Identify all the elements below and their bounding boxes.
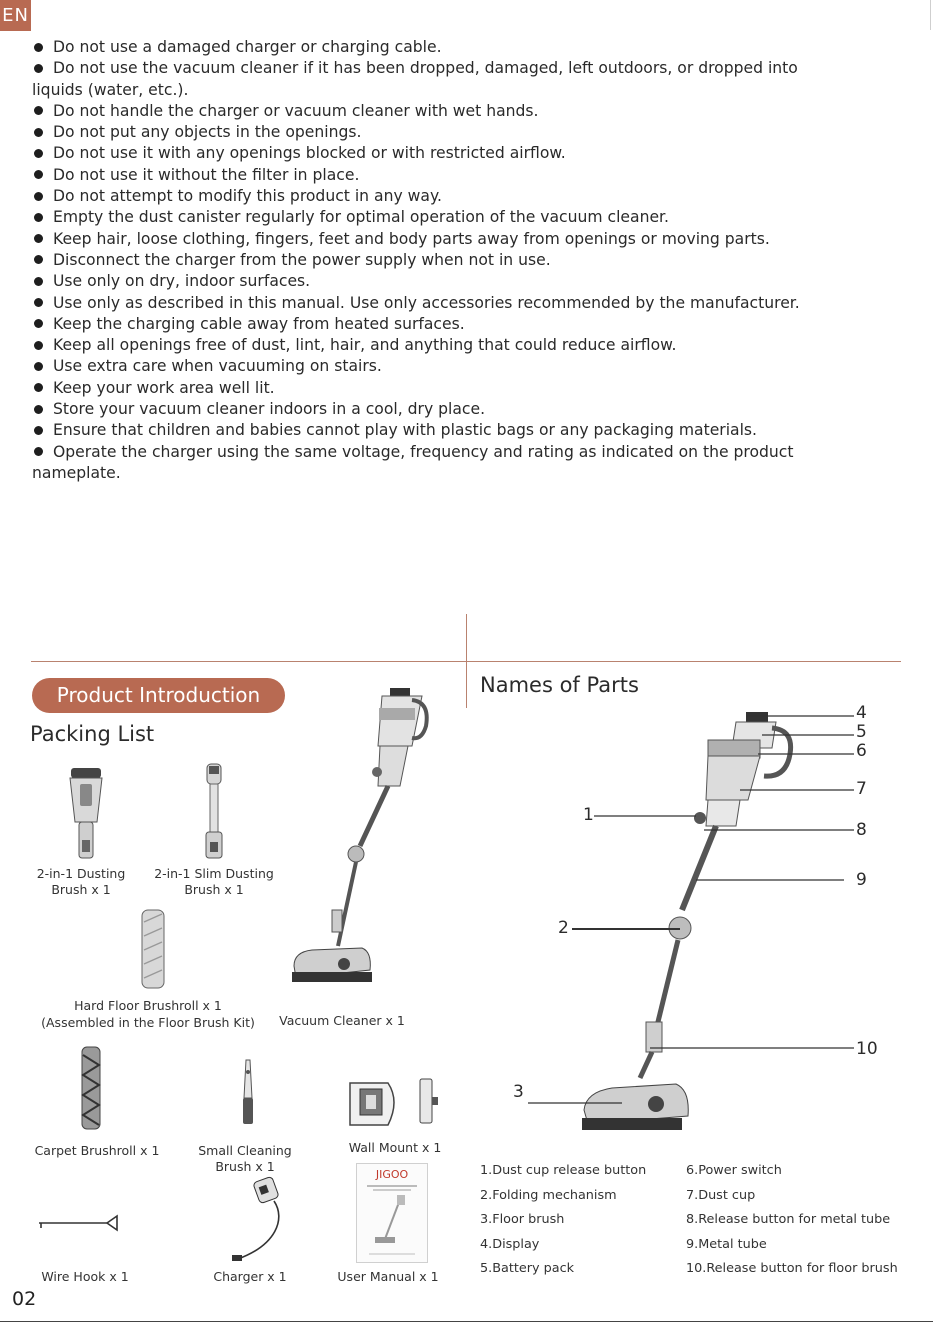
safety-item: Keep hair, loose clothing, fingers, feet and body parts away from openings or moving parts. (32, 229, 832, 250)
callout-9: 9 (856, 870, 867, 890)
wall-mount-illustration (348, 1075, 442, 1129)
manual-brand: JIGOO (375, 1168, 409, 1181)
wire-hook-illustration (37, 1212, 121, 1234)
wire-hook-caption: Wire Hook x 1 (41, 1269, 129, 1284)
bullet-icon (34, 149, 43, 158)
bullet-icon (34, 447, 43, 456)
bullet-icon (34, 298, 43, 307)
manual-cover-line (367, 1185, 417, 1187)
bullet-icon (34, 277, 43, 286)
callout-6: 6 (856, 741, 867, 761)
callout-8: 8 (856, 820, 867, 840)
bullet-icon (34, 192, 43, 201)
part-label: 4.Display (480, 1236, 540, 1252)
part-label: 8.Release button for metal tube (686, 1212, 891, 1228)
bullet-icon (34, 405, 43, 414)
safety-item: Store your vacuum cleaner indoors in a cool, dry place. (32, 399, 832, 420)
language-tab: EN (0, 0, 31, 31)
bullet-icon (34, 106, 43, 115)
callout-1: 1 (583, 805, 594, 825)
bullet-icon (34, 128, 43, 137)
callout-2: 2 (558, 918, 569, 938)
safety-item: Do not use it without the filter in place. (32, 165, 832, 186)
safety-item: Keep your work area well lit. (32, 378, 832, 399)
part-label: 9.Metal tube (686, 1236, 767, 1252)
bullet-icon (34, 64, 43, 73)
parts-list-right (686, 1159, 898, 1282)
column-divider (466, 614, 467, 708)
part-label: 6.Power switch (686, 1163, 782, 1178)
user-manual-caption: User Manual x 1 (337, 1269, 439, 1284)
part-label: 2.Folding mechanism (480, 1187, 617, 1203)
safety-item: Keep all openings free of dust, lint, hair, and anything that could reduce airflow. (32, 335, 832, 356)
packing-list-title: Packing List (30, 722, 155, 746)
callout-5: 5 (856, 722, 867, 742)
callout-lines (560, 700, 860, 1120)
safety-item: Use only on dry, indoor surfaces. (32, 271, 832, 292)
callout-10: 10 (856, 1039, 878, 1059)
safety-item: Do not handle the charger or vacuum cleaner with wet hands. (32, 101, 832, 122)
carpet-brushroll-illustration (80, 1045, 102, 1131)
charger-caption: Charger x 1 (213, 1269, 287, 1284)
bullet-icon (34, 426, 43, 435)
safety-item: Disconnect the charger from the power supply when not in use. (32, 250, 832, 271)
names-of-parts-title: Names of Parts (480, 673, 639, 697)
bullet-icon (34, 43, 43, 52)
bullet-icon (34, 319, 43, 328)
callout-3: 3 (513, 1082, 524, 1102)
callout-4: 4 (856, 703, 867, 723)
small-cleaning-brush-illustration (238, 1058, 258, 1130)
bullet-icon (34, 234, 43, 243)
safety-item: Empty the dust canister regularly for optimal operation of the vacuum cleaner. (32, 207, 832, 228)
small-cleaning-brush-caption: Small Cleaning Brush x 1 (198, 1143, 292, 1174)
manual-cover-vacuum (357, 1191, 427, 1249)
vacuum-cleaner-caption: Vacuum Cleaner x 1 (279, 1013, 405, 1028)
part-label: 3.Floor brush (480, 1212, 565, 1228)
safety-item: Keep the charging cable away from heated surfaces. (32, 314, 832, 335)
bullet-icon (34, 255, 43, 264)
bullet-icon (34, 362, 43, 371)
vacuum-cleaner-illustration (282, 686, 444, 994)
safety-item: Operate the charger using the same voltage, frequency and rating as indicated on the product nameplate. (32, 442, 794, 482)
page-number: 02 (12, 1288, 37, 1310)
carpet-brushroll-caption: Carpet Brushroll x 1 (34, 1143, 160, 1158)
safety-item: Use only as described in this manual. Use only accessories recommended by the manufacturer. (32, 293, 832, 314)
safety-item: Do not use a damaged charger or charging cable. (32, 37, 832, 58)
part-label: 7.Dust cup (686, 1187, 756, 1203)
user-manual-illustration (356, 1163, 428, 1263)
dusting-brush-caption: 2-in-1 Dusting Brush x 1 (36, 866, 126, 897)
manual-cover-line (369, 1253, 415, 1255)
slim-dusting-brush-caption: 2-in-1 Slim Dusting Brush x 1 (154, 866, 274, 897)
bullet-icon (34, 170, 43, 179)
product-introduction-heading: Product Introduction (32, 678, 285, 713)
safety-item: Do not use it with any openings blocked or with restricted airflow. (32, 143, 832, 164)
safety-item: Use extra care when vacuuming on stairs. (32, 356, 832, 377)
dusting-brush-illustration (66, 766, 106, 862)
callout-7: 7 (856, 779, 867, 799)
hard-floor-brushroll-caption: Hard Floor Brushroll x 1 (74, 998, 222, 1013)
callout-line-3 (526, 1093, 626, 1113)
bullet-icon (34, 383, 43, 392)
hard-floor-brushroll-illustration (140, 908, 166, 990)
hard-floor-note: (Assembled in the Floor Brush Kit) (41, 1015, 255, 1030)
bullet-icon (34, 341, 43, 350)
wall-mount-caption: Wall Mount x 1 (348, 1140, 442, 1155)
safety-item: Do not put any objects in the openings. (32, 122, 832, 143)
safety-list (32, 37, 832, 484)
bottom-rule (0, 1321, 933, 1322)
safety-item: Do not attempt to modify this product in any way. (32, 186, 832, 207)
slim-dusting-brush-illustration (199, 762, 229, 862)
parts-list-left (480, 1159, 646, 1282)
safety-item: Do not use the vacuum cleaner if it has been dropped, damaged, left outdoors, or dropped into liquids (water, etc.). (32, 59, 798, 99)
margin-rule (930, 0, 931, 30)
part-label: 1.Dust cup release button (480, 1163, 647, 1178)
safety-item: Ensure that children and babies cannot play with plastic bags or any packaging materials. (32, 420, 832, 441)
charger-illustration (230, 1175, 288, 1267)
part-label: 5.Battery pack (480, 1261, 575, 1277)
part-label: 10.Release button for floor brush (686, 1261, 898, 1277)
bullet-icon (34, 213, 43, 222)
